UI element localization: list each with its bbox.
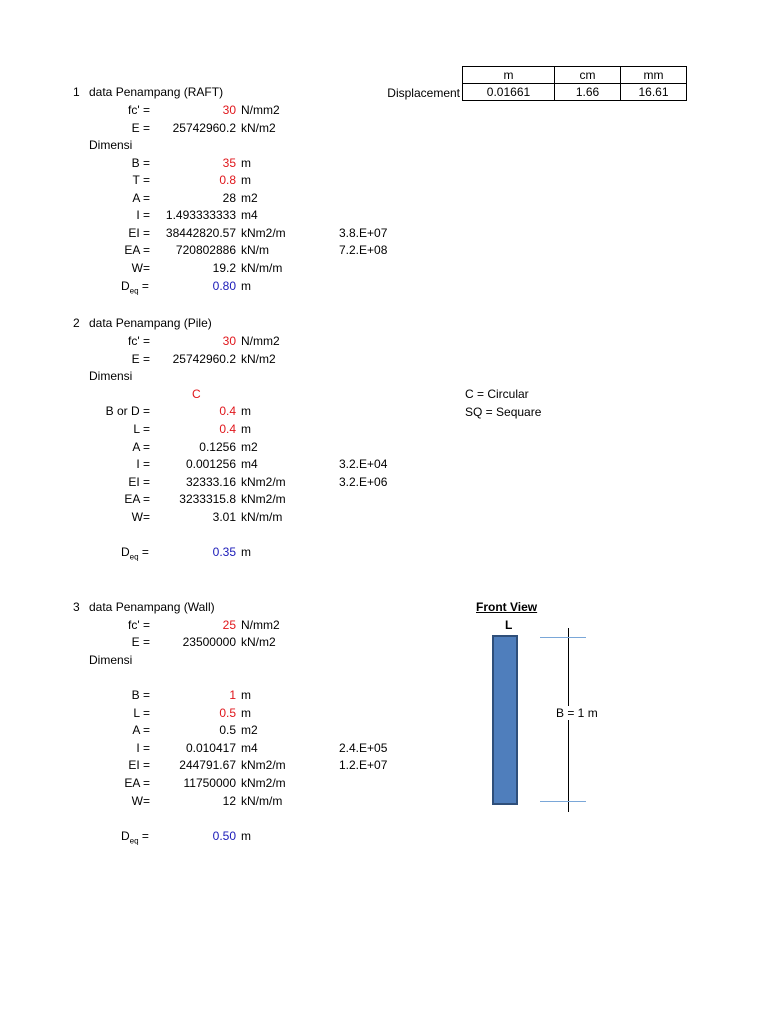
wall-w-value: 12 xyxy=(222,794,236,808)
pile-bd-unit: m xyxy=(241,404,251,418)
table-header-row xyxy=(463,67,687,84)
wall-ei-value: 244791.67 xyxy=(179,758,236,772)
deq-symbol: D xyxy=(121,545,130,559)
raft-e-label: E = xyxy=(131,121,150,135)
pile-type-value[interactable]: C xyxy=(192,387,201,401)
pile-deq-value: 0.35 xyxy=(212,545,236,559)
raft-t-label: T = xyxy=(132,173,150,187)
deq-subscript: eq xyxy=(129,836,139,846)
value-cm: 1.66 xyxy=(555,84,621,101)
raft-e-value: 25742960.2 xyxy=(172,121,236,135)
raft-w-label: W= xyxy=(131,261,150,275)
wall-i-unit: m4 xyxy=(241,741,258,755)
wall-a-value: 0.5 xyxy=(219,723,236,737)
pile-ei-sci: 3.2.E+06 xyxy=(339,475,388,489)
section-title-pile: data Penampang (Pile) xyxy=(89,316,212,330)
wall-w-unit: kN/m/m xyxy=(241,794,283,808)
wall-b-unit: m xyxy=(241,688,251,702)
pile-w-value: 3.01 xyxy=(212,510,236,524)
raft-b-value: 35 xyxy=(222,156,236,170)
raft-ea-sci: 7.2.E+08 xyxy=(339,243,388,257)
raft-i-value: 1.493333333 xyxy=(165,208,236,222)
raft-a-value: 28 xyxy=(222,191,236,205)
pile-e-label: E = xyxy=(131,352,150,366)
value-mm: 16.61 xyxy=(621,84,687,101)
dimension-tick-bottom xyxy=(540,801,586,802)
deq-equals: = xyxy=(141,279,149,293)
raft-fc-label: fc' = xyxy=(128,103,150,117)
wall-b-label: B = xyxy=(131,688,150,702)
wall-fc-unit: N/mm2 xyxy=(241,618,280,632)
pile-l-value: 0.4 xyxy=(219,422,236,436)
wall-e-label: E = xyxy=(131,635,150,649)
header-mm: mm xyxy=(621,67,687,84)
pile-l-label: L = xyxy=(133,422,150,436)
pile-ei-value: 32333.16 xyxy=(185,475,236,489)
pile-ea-label: EA = xyxy=(124,492,150,506)
deq-subscript: eq xyxy=(129,552,139,562)
wall-a-unit: m2 xyxy=(241,723,258,737)
raft-t-unit: m xyxy=(241,173,251,187)
pile-bd-value: 0.4 xyxy=(219,404,236,418)
raft-a-unit: m2 xyxy=(241,191,258,205)
raft-ei-value: 38442820.57 xyxy=(165,226,236,240)
raft-e-unit: kN/m2 xyxy=(241,121,276,135)
pile-fc-value: 30 xyxy=(222,334,236,348)
table-row xyxy=(463,84,687,101)
pile-w-label: W= xyxy=(131,510,150,524)
pile-e-unit: kN/m2 xyxy=(241,352,276,366)
raft-deq-label xyxy=(121,279,149,296)
pile-bd-label: B or D = xyxy=(105,404,150,418)
raft-ei-label: EI = xyxy=(128,226,150,240)
raft-fc-value: 30 xyxy=(222,103,236,117)
dimension-line xyxy=(568,628,569,812)
pile-legend-circular: C = Circular xyxy=(465,387,529,401)
section-title-wall: data Penampang (Wall) xyxy=(89,600,215,614)
raft-w-value: 19.2 xyxy=(212,261,236,275)
pile-i-label: I = xyxy=(136,457,150,471)
pile-fc-unit: N/mm2 xyxy=(241,334,280,348)
header-m: m xyxy=(463,67,555,84)
wall-ei-sci: 1.2.E+07 xyxy=(339,758,388,772)
pile-dimensi-label: Dimensi xyxy=(89,369,133,383)
wall-w-label: W= xyxy=(131,794,150,808)
raft-w-unit: kN/m/m xyxy=(241,261,283,275)
raft-ei-unit: kNm2/m xyxy=(241,226,286,240)
section-number: 3 xyxy=(73,600,80,614)
pile-w-unit: kN/m/m xyxy=(241,510,283,524)
raft-deq-unit: m xyxy=(241,279,251,293)
wall-l-label: L = xyxy=(133,706,150,720)
pile-legend-square: SQ = Sequare xyxy=(465,405,542,419)
wall-i-sci: 2.4.E+05 xyxy=(339,741,388,755)
raft-i-label: I = xyxy=(136,208,150,222)
pile-a-label: A = xyxy=(132,440,150,454)
deq-symbol: D xyxy=(121,279,130,293)
pile-ea-unit: kNm2/m xyxy=(241,492,286,506)
raft-ei-sci: 3.8.E+07 xyxy=(339,226,388,240)
pile-a-value: 0.1256 xyxy=(199,440,236,454)
deq-symbol: D xyxy=(121,829,130,843)
front-view-title: Front View xyxy=(476,600,538,614)
pile-i-unit: m4 xyxy=(241,457,258,471)
pile-i-sci: 3.2.E+04 xyxy=(339,457,388,471)
pile-e-value: 25742960.2 xyxy=(172,352,236,366)
front-view-b-label: B = 1 m xyxy=(556,706,598,720)
pile-fc-label: fc' = xyxy=(128,334,150,348)
raft-dimensi-label: Dimensi xyxy=(89,138,133,152)
raft-ea-value: 720802886 xyxy=(175,243,236,257)
pile-a-unit: m2 xyxy=(241,440,258,454)
header-cm: cm xyxy=(555,67,621,84)
pile-ei-unit: kNm2/m xyxy=(241,475,286,489)
deq-equals: = xyxy=(141,829,149,843)
raft-t-value: 0.8 xyxy=(219,173,236,187)
wall-e-value: 23500000 xyxy=(182,635,236,649)
wall-ei-label: EI = xyxy=(128,758,150,772)
pile-deq-label xyxy=(121,545,149,562)
wall-ea-unit: kNm2/m xyxy=(241,776,286,790)
wall-b-value: 1 xyxy=(229,688,236,702)
raft-ea-label: EA = xyxy=(124,243,150,257)
displacement-label: Displacement xyxy=(387,86,460,100)
deq-subscript: eq xyxy=(129,286,139,296)
raft-a-label: A = xyxy=(132,191,150,205)
wall-deq-value: 0.50 xyxy=(212,829,236,843)
raft-b-unit: m xyxy=(241,156,251,170)
raft-ea-unit: kN/m xyxy=(241,243,269,257)
wall-front-view-shape xyxy=(492,635,518,805)
wall-ea-value: 11750000 xyxy=(183,776,236,790)
section-number: 1 xyxy=(73,85,80,99)
wall-fc-label: fc' = xyxy=(128,618,150,632)
raft-i-unit: m4 xyxy=(241,208,258,222)
front-view-l-label: L xyxy=(505,618,513,632)
wall-i-value: 0.010417 xyxy=(185,741,236,755)
wall-l-value: 0.5 xyxy=(219,706,236,720)
pile-deq-unit: m xyxy=(241,545,251,559)
pile-i-value: 0.001256 xyxy=(185,457,236,471)
pile-ea-value: 3233315.8 xyxy=(179,492,236,506)
wall-i-label: I = xyxy=(136,741,150,755)
raft-fc-unit: N/mm2 xyxy=(241,103,280,117)
dimension-tick-top xyxy=(540,637,586,638)
deq-equals: = xyxy=(141,545,149,559)
raft-b-label: B = xyxy=(131,156,150,170)
pile-ei-label: EI = xyxy=(128,475,150,489)
wall-fc-value: 25 xyxy=(222,618,236,632)
displacement-table xyxy=(462,66,687,101)
wall-a-label: A = xyxy=(132,723,150,737)
wall-e-unit: kN/m2 xyxy=(241,635,276,649)
wall-deq-unit: m xyxy=(241,829,251,843)
pile-l-unit: m xyxy=(241,422,251,436)
wall-ei-unit: kNm2/m xyxy=(241,758,286,772)
wall-l-unit: m xyxy=(241,706,251,720)
wall-deq-label xyxy=(121,829,149,846)
section-number: 2 xyxy=(73,316,80,330)
value-m: 0.01661 xyxy=(463,84,555,101)
wall-dimensi-label: Dimensi xyxy=(89,653,133,667)
raft-deq-value: 0.80 xyxy=(212,279,236,293)
section-title-raft: data Penampang (RAFT) xyxy=(89,85,224,99)
wall-ea-label: EA = xyxy=(124,776,150,790)
